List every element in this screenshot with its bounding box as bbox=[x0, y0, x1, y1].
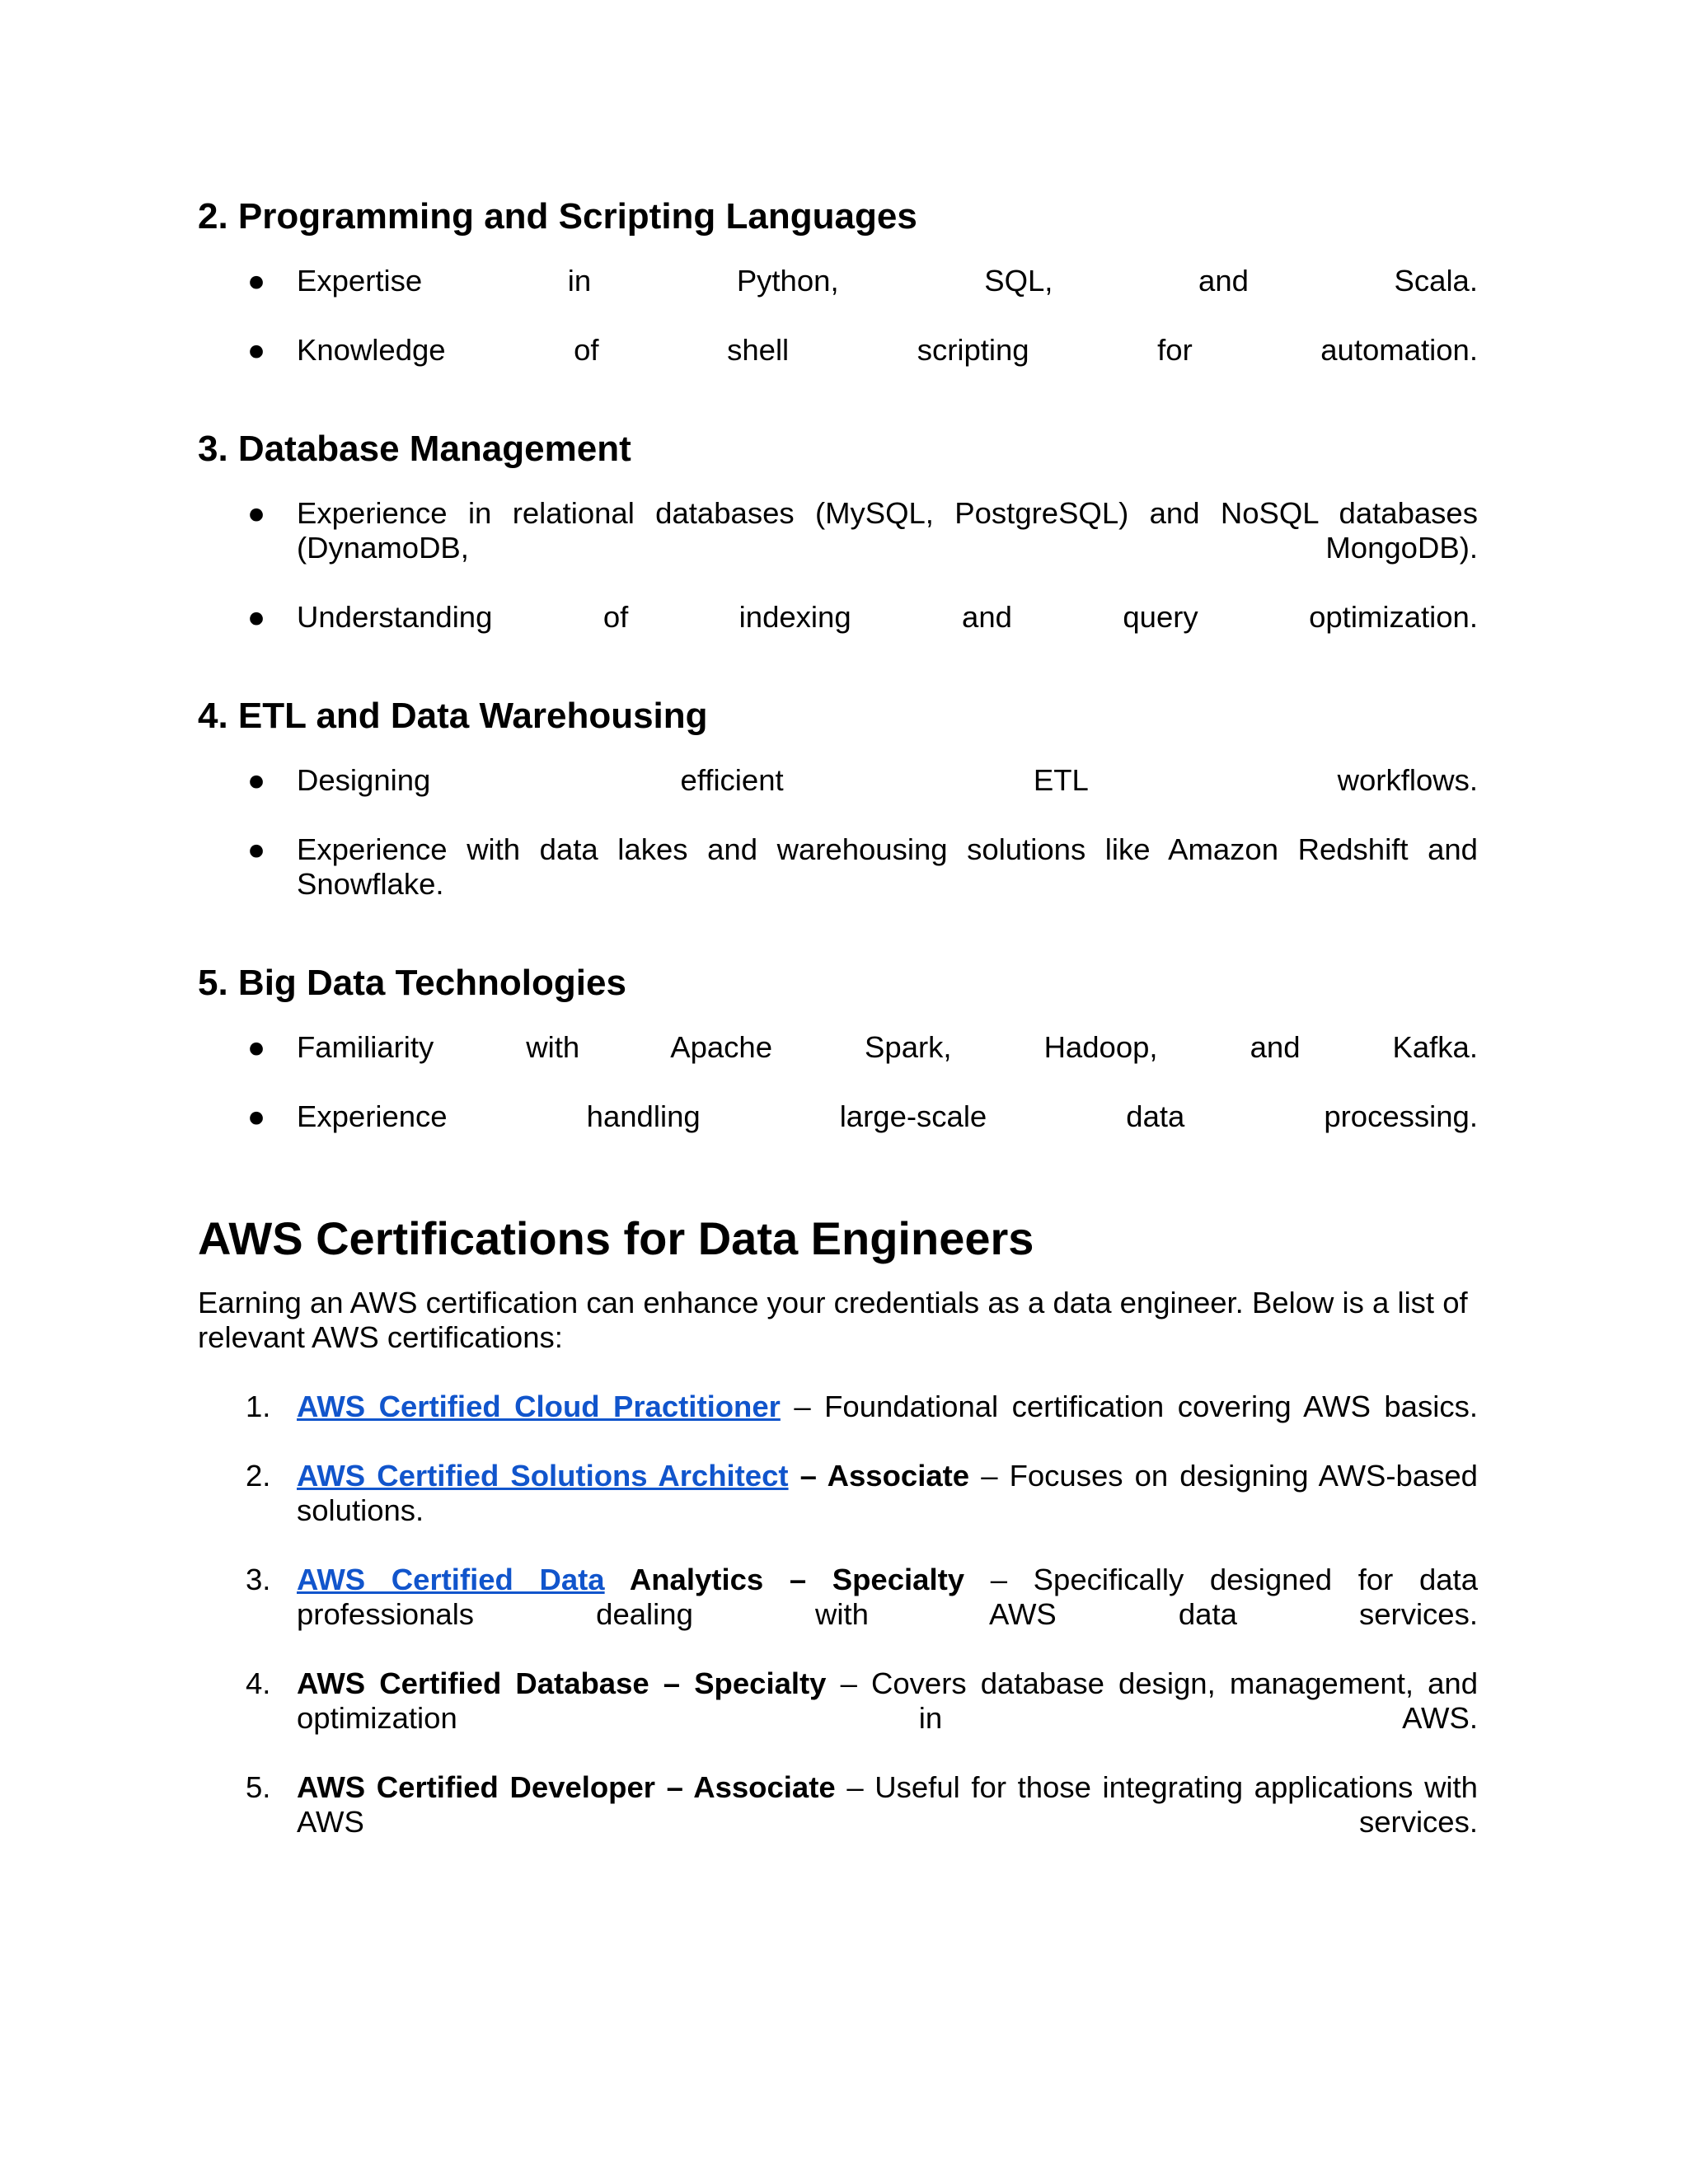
cert-list-item bbox=[198, 1770, 1478, 1840]
list-item bbox=[198, 264, 1478, 298]
list-item-text: Designing efficient ETL workflows. bbox=[297, 763, 1478, 797]
cert-description: – Focuses on designing AWS-based bbox=[969, 1459, 1478, 1493]
section-heading-programming: 2. Programming and Scripting Languages bbox=[198, 196, 917, 237]
intro-line: Earning an AWS certification can enhance your credentials as a data engineer. Below is a list of bbox=[198, 1286, 1468, 1319]
bullet-icon: ● bbox=[247, 1099, 266, 1133]
list-number: 2. bbox=[246, 1459, 271, 1493]
list-number: 3. bbox=[246, 1563, 271, 1596]
aws-intro-paragraph bbox=[198, 1286, 1478, 1355]
cert-level: – Associate bbox=[788, 1459, 970, 1493]
cert-line2: solutions. bbox=[297, 1493, 424, 1527]
cert-link-solutions-architect[interactable]: AWS Certified Solutions Architect bbox=[297, 1459, 789, 1493]
cert-link-data-analytics[interactable]: AWS Certified Data bbox=[297, 1563, 605, 1596]
cert-line2: professionals dealing with AWS data services. bbox=[297, 1597, 1478, 1631]
list-item-text-line2: (DynamoDB, MongoDB). bbox=[297, 531, 1478, 565]
list-item-text: Experience with data lakes and warehousing solutions like Amazon Redshift and bbox=[297, 832, 1478, 866]
bullet-icon: ● bbox=[247, 264, 266, 298]
cert-line bbox=[297, 1563, 1478, 1597]
cert-level: Analytics – Specialty bbox=[604, 1563, 965, 1596]
page-content bbox=[198, 194, 1478, 1840]
bullet-list-programming bbox=[198, 264, 1478, 368]
list-item-text: Understanding of indexing and query optimization. bbox=[297, 600, 1478, 634]
cert-list-item bbox=[198, 1459, 1478, 1528]
cert-line2: AWS services. bbox=[297, 1805, 1478, 1839]
intro-line: relevant AWS certifications: bbox=[198, 1320, 563, 1354]
cert-description: – Specifically designed for data bbox=[964, 1563, 1478, 1596]
bullet-icon: ● bbox=[247, 832, 266, 866]
list-item bbox=[198, 333, 1478, 368]
cert-description: – Foundational certification covering AWS basics. bbox=[780, 1390, 1478, 1423]
aws-certifications-title: AWS Certifications for Data Engineers bbox=[198, 1212, 1034, 1264]
list-number: 1. bbox=[246, 1390, 271, 1423]
section-heading-etl: 4. ETL and Data Warehousing bbox=[198, 696, 708, 736]
list-item-text: Knowledge of shell scripting for automation. bbox=[297, 333, 1478, 367]
list-item bbox=[198, 496, 1478, 565]
cert-list-item bbox=[198, 1563, 1478, 1632]
cert-line bbox=[297, 1459, 1478, 1493]
cert-list-item bbox=[198, 1390, 1478, 1424]
list-number: 4. bbox=[246, 1666, 271, 1700]
bullet-icon: ● bbox=[247, 496, 266, 530]
list-item bbox=[198, 763, 1478, 798]
section-heading-big-data: 5. Big Data Technologies bbox=[198, 963, 626, 1003]
list-item-text-line2: Snowflake. bbox=[297, 867, 444, 901]
list-item bbox=[198, 600, 1478, 635]
cert-list-item bbox=[198, 1666, 1478, 1736]
bullet-list-big-data bbox=[198, 1030, 1478, 1134]
cert-line bbox=[297, 1666, 1478, 1701]
cert-line bbox=[297, 1390, 1478, 1424]
cert-name: AWS Certified Developer – Associate bbox=[297, 1770, 836, 1804]
bullet-list-database bbox=[198, 496, 1478, 635]
cert-line2: optimization in AWS. bbox=[297, 1701, 1478, 1735]
cert-description: – Covers database design, management, and bbox=[826, 1666, 1479, 1700]
cert-description: – Useful for those integrating applications with bbox=[835, 1770, 1478, 1804]
cert-name: AWS Certified Database – Specialty bbox=[297, 1666, 827, 1700]
list-item bbox=[198, 1030, 1478, 1065]
list-item-text: Experience handling large-scale data processing. bbox=[297, 1099, 1478, 1133]
list-item-text: Familiarity with Apache Spark, Hadoop, and Kafka. bbox=[297, 1030, 1478, 1064]
list-number: 5. bbox=[246, 1770, 271, 1804]
cert-link-cloud-practitioner[interactable]: AWS Certified Cloud Practitioner bbox=[297, 1390, 781, 1423]
bullet-icon: ● bbox=[247, 600, 266, 634]
aws-cert-list bbox=[198, 1390, 1478, 1840]
list-item-text: Expertise in Python, SQL, and Scala. bbox=[297, 264, 1478, 298]
bullet-icon: ● bbox=[247, 763, 266, 797]
bullet-list-etl bbox=[198, 763, 1478, 902]
list-item bbox=[198, 1099, 1478, 1134]
list-item bbox=[198, 832, 1478, 902]
section-heading-database: 3. Database Management bbox=[198, 429, 631, 469]
cert-line bbox=[297, 1770, 1478, 1805]
bullet-icon: ● bbox=[247, 333, 266, 367]
bullet-icon: ● bbox=[247, 1030, 266, 1064]
list-item-text: Experience in relational databases (MySQL, PostgreSQL) and NoSQL databases bbox=[297, 496, 1478, 530]
